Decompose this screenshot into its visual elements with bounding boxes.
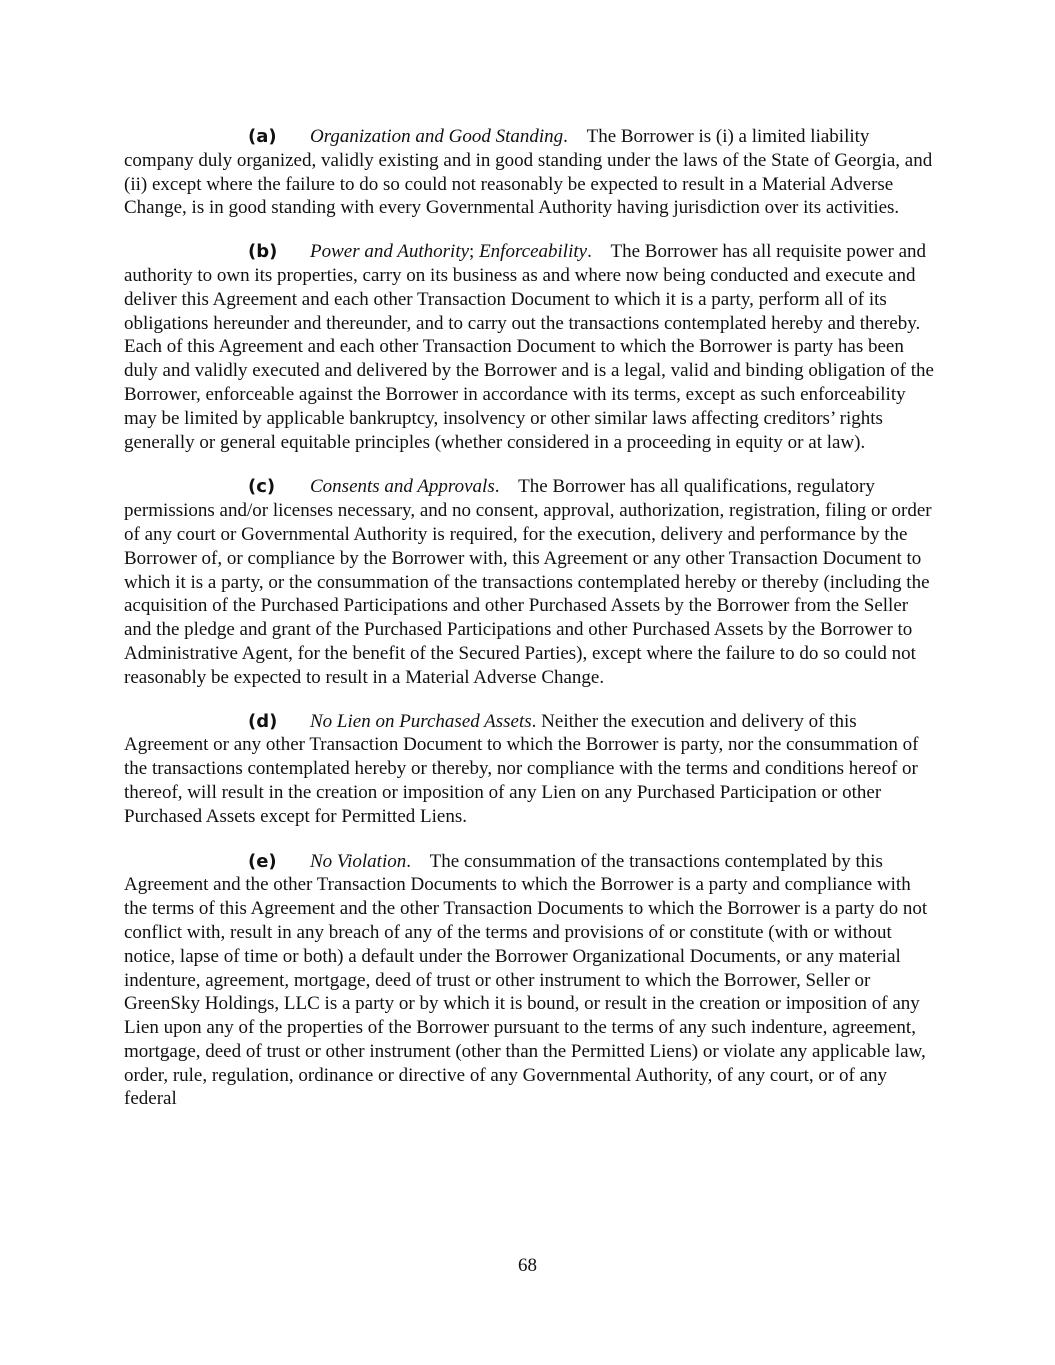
section-body: The Borrower has all requisite power and authority to own its properties, carry on its business as and where now being conducted and execute and deliver this Agreement and each other Transaction Document to which it is a party, perform all of its obligations hereunder and thereunder, and to carry out the transactions contemplated hereby and thereby. Each of this Agreement and each other Transaction Document to which the Borrower is party has been duly and validly executed and delivered by the Borrower and is a legal, valid and binding obligation of the Borrower, enforceable against the Borrower in accordance with its terms, except as such enforceability may be limited by applicable bankruptcy, insolvency or other similar laws affecting creditors’ rights generally or general equitable principles (whether considered in a proceeding in equity or at law). bbox=[124, 241, 934, 453]
section-label: (a) bbox=[248, 126, 277, 147]
section-c: (c) Consents and Approvals. The Borrower has all qualifications, regulatory permissions and/or licenses necessary, and no consent, approval, authorization, registration, filing or order of any court or Governmental Authority is required, for the execution, delivery and performance by the Borrower of, or compliance by the Borrower with, this Agreement or any other Transaction Document to which it is a party, or the consummation of the transactions contemplated hereby or thereby (including the acquisition of the Purchased Participations and other Purchased Assets by the Borrower from the Seller and the pledge and grant of the Purchased Participations and other Purchased Assets by the Borrower to Administrative Agent, for the benefit of the Secured Parties), except where the failure to do so could not reasonably be expected to result in a Material Adverse Change. bbox=[124, 476, 932, 688]
section-label: (d) bbox=[248, 710, 278, 732]
section-heading-part1: Power and Authority bbox=[310, 241, 470, 263]
page-number: 68 bbox=[518, 1255, 537, 1276]
section-body: Neither the execution and delivery of this Agreement or any other Transaction Document to which the Borrower is party, nor the consummation of the transactions contemplated hereby or thereby, nor compliance with the terms and conditions hereof or thereof, will result in the creation or imposition of any Lien on any Purchased Participation or other Purchased Assets except for Permitted Liens. bbox=[124, 710, 919, 827]
section-heading: No Lien on Purchased Assets bbox=[310, 710, 532, 732]
document-page bbox=[124, 125, 934, 1131]
section-heading: Consents and Approvals bbox=[310, 476, 495, 498]
section-body: The Borrower is (i) a limited liability company duly organized, validly existing and in good standing under the laws of the State of Georgia, and (ii) except where the failure to do so could not reasonably be expected to result in a Material Adverse Change, is in good standing with every Governmental Authority having jurisdiction over its activities. bbox=[124, 126, 933, 219]
section-heading-part2: Enforceability bbox=[479, 241, 588, 263]
section-body: The consummation of the transactions contemplated by this Agreement and the other Transaction Documents to which the Borrower is a party and compliance with the terms of this Agreement and the other Transaction Documents to which the Borrower is a party do not conflict with, result in any breach of any of the terms and provisions of or constitute (with or without notice, lapse of time or both) a default under the Borrower Organizational Documents, or any material indenture, agreement, mortgage, deed of trust or other instrument to which the Borrower, Seller or GreenSky Holdings, LLC is a party or by which it is bound, or result in the creation or imposition of any Lien upon any of the properties of the Borrower pursuant to the terms of any such indenture, agreement, mortgage, deed of trust or other instrument (other than the Permitted Liens) or violate any applicable law, order, rule, regulation, ordinance or directive of any Governmental Authority, of any court, or of any federal bbox=[124, 850, 928, 1110]
section-a: (a) Organization and Good Standing. The Borrower is (i) a limited liability company duly organized, validly existing and in good standing under the laws of the State of Georgia, and (ii) except where the failure to do so could not reasonably be expected to result in a Material Adverse Change, is in good standing with every Governmental Authority having jurisdiction over its activities. bbox=[124, 126, 933, 219]
section-heading: Organization and Good Standing bbox=[310, 126, 564, 147]
section-b: (b) Power and Authority; Enforceability. The Borrower has all requisite power and authority to own its properties, carry on its business as and where now being conducted and execute and deliver this Agreement and each other Transaction Document to which it is a party, perform all of its obligations hereunder and thereunder, and to carry out the transactions contemplated hereby and thereby. Each of this Agreement and each other Transaction Document to which the Borrower is party has been duly and validly executed and delivered by the Borrower and is a legal, valid and binding obligation of the Borrower, enforceable against the Borrower in accordance with its terms, except as such enforceability may be limited by applicable bankruptcy, insolvency or other similar laws affecting creditors’ rights generally or general equitable principles (whether considered in a proceeding in equity or at law). bbox=[124, 241, 934, 453]
section-heading-separator: ; bbox=[469, 241, 475, 263]
section-d: (d) No Lien on Purchased Assets. Neither the execution and delivery of this Agreement or any other Transaction Document to which the Borrower is party, nor the consummation of the transactions contemplated hereby or thereby, nor compliance with the terms and conditions hereof or thereof, will result in the creation or imposition of any Lien on any Purchased Participation or other Purchased Assets except for Permitted Liens. bbox=[124, 710, 919, 827]
section-label: (b) bbox=[248, 241, 278, 263]
section-label: (c) bbox=[248, 476, 276, 498]
section-body: The Borrower has all qualifications, regulatory permissions and/or licenses necessary, and no consent, approval, authorization, registration, filing or order of any court or Governmental Authority is required, for the execution, delivery and performance by the Borrower of, or compliance by the Borrower with, this Agreement or any other Transaction Document to which it is a party, or the consummation of the transactions contemplated hereby or thereby (including the acquisition of the Purchased Participations and other Purchased Assets by the Borrower from the Seller and the pledge and grant of the Purchased Participations and other Purchased Assets by the Borrower to Administrative Agent, for the benefit of the Secured Parties), except where the failure to do so could not reasonably be expected to result in a Material Adverse Change. bbox=[124, 476, 932, 688]
section-label: (e) bbox=[248, 850, 277, 872]
section-e: (e) No Violation. The consummation of the transactions contemplated by this Agreement and the other Transaction Documents to which the Borrower is a party and compliance with the terms of this Agreement and the other Transaction Documents to which the Borrower is a party do not conflict with, result in any breach of any of the terms and provisions of or constitute (with or without notice, lapse of time or both) a default under the Borrower Organizational Documents, or any material indenture, agreement, mortgage, deed of trust or other instrument to which the Borrower, Seller or GreenSky Holdings, LLC is a party or by which it is bound, or result in the creation or imposition of any Lien upon any of the properties of the Borrower pursuant to the terms of any such indenture, agreement, mortgage, deed of trust or other instrument (other than the Permitted Liens) or violate any applicable law, order, rule, regulation, ordinance or directive of any Governmental Authority, of any court, or of any federal bbox=[124, 850, 928, 1110]
section-heading: No Violation bbox=[310, 850, 407, 872]
